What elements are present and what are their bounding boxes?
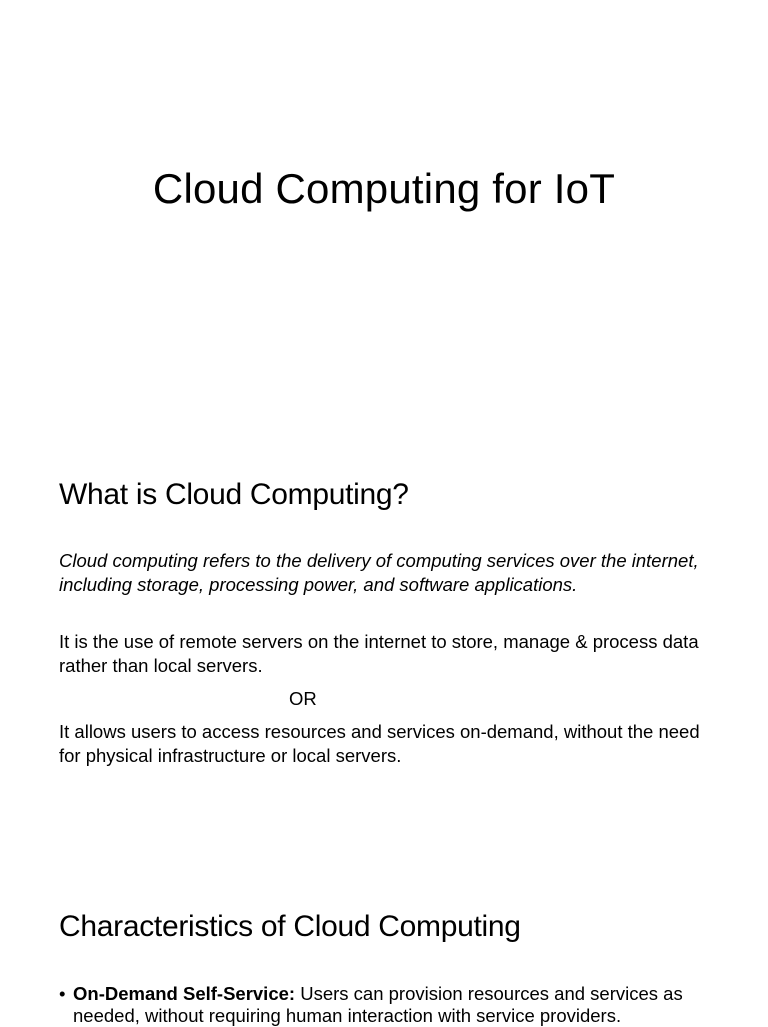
or-separator: OR xyxy=(289,688,317,709)
slide-heading: Characteristics of Cloud Computing xyxy=(59,910,521,943)
paragraph-on-demand: It allows users to access resources and services on-demand, without the need for physical infrastructure or local servers. xyxy=(59,721,700,766)
characteristics-slide xyxy=(0,890,768,1024)
title-slide xyxy=(0,0,768,420)
presentation-title: Cloud Computing for IoT xyxy=(152,165,616,212)
bullet-term: On-Demand Self-Service: xyxy=(73,983,296,1004)
paragraph-remote-servers: It is the use of remote servers on the internet to store, manage & process data rather than local servers. xyxy=(59,631,699,676)
bullet-icon: • xyxy=(59,983,66,1004)
characteristics-list xyxy=(59,983,699,1027)
definition-text: Cloud computing refers to the delivery of computing services over the internet, including storage, processing power, and software applications. xyxy=(59,550,699,595)
slide-heading: What is Cloud Computing? xyxy=(59,478,409,511)
what-is-cloud-slide xyxy=(0,450,768,880)
bullet-description: Users can provision resources and services as needed, without requiring human interaction with service providers. xyxy=(73,983,683,1026)
list-item xyxy=(59,983,699,1027)
